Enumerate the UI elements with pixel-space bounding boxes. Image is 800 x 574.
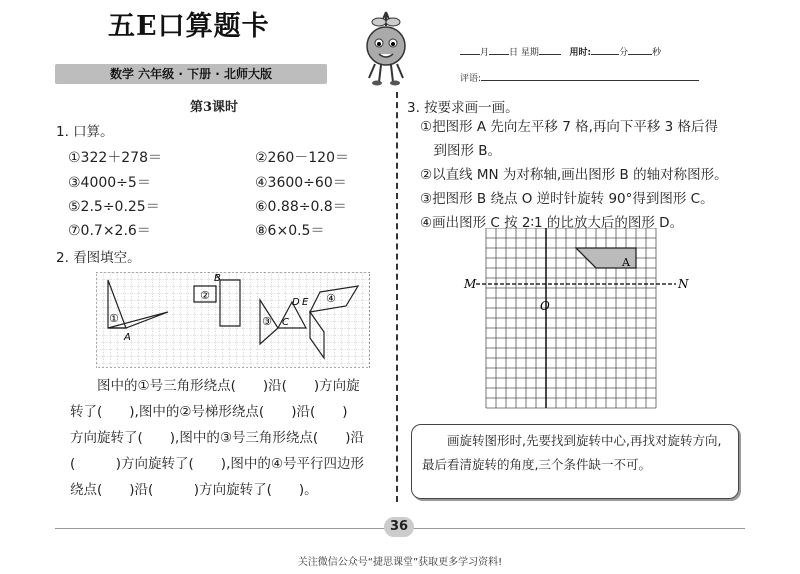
- comment-row: [460, 70, 699, 84]
- calc-item-2: ②260－120＝: [255, 150, 349, 166]
- fill-line-1: 图中的①号三角形绕点( )沿( )方向旋: [70, 378, 360, 394]
- second-label: 秒: [652, 48, 662, 58]
- fig-label-2: ②: [200, 289, 210, 302]
- label-a: A: [622, 256, 630, 269]
- mascot-icon: [355, 8, 417, 88]
- rotation-figure: [96, 272, 370, 368]
- fill-in-text: [70, 373, 392, 503]
- calc-item-4: ④3600÷60＝: [255, 175, 347, 191]
- step-1-cont: 到图形 B。: [420, 143, 502, 159]
- fig-label-e: E: [302, 297, 309, 308]
- label-m: M: [464, 277, 477, 291]
- subtitle-bar: 数学 六年级 · 下册 · 北师大版: [55, 64, 327, 84]
- fig-label-1: ①: [109, 312, 119, 325]
- page-number: 36: [384, 517, 414, 537]
- calc-item-7: ⑦0.7×2.6＝: [68, 223, 151, 239]
- fig-label-a: A: [124, 332, 131, 343]
- section1-title: 1. 口算。: [56, 124, 114, 140]
- date-time-row: [460, 44, 750, 58]
- section3-steps: [420, 115, 750, 235]
- step-2: ②以直线 MN 为对称轴,画出图形 B 的轴对称图形。: [420, 167, 728, 183]
- minute-label: 分: [619, 48, 629, 58]
- tip-box: 画旋转图形时,先要找到旋转中心,再找对旋转方向,最后看清旋转的角度,三个条件缺一不可。: [411, 424, 739, 499]
- fill-line-5: 绕点( )沿( )方向旋转了( )。: [70, 482, 318, 498]
- fig-label-d: D: [292, 297, 300, 308]
- step-3: ③把图形 B 绕点 O 逆时针旋转 90°得到图形 C。: [420, 191, 714, 207]
- column-divider: [396, 92, 398, 502]
- fill-line-2: 转了( ),图中的②号梯形绕点( )沿( ): [70, 404, 348, 420]
- fig-label-c: C: [282, 317, 289, 328]
- step-1: ①把图形 A 先向左平移 7 格,再向下平移 3 格后得: [420, 119, 719, 135]
- label-n: N: [678, 277, 689, 291]
- fig-label-b: B: [214, 273, 221, 284]
- month-label: 月: [480, 48, 490, 58]
- calc-item-1: ①322＋278＝: [68, 150, 162, 166]
- weekday-label: 星期: [520, 48, 539, 58]
- footer-text: 关注微信公众号“捷思课堂”获取更多学习资料!: [297, 557, 503, 568]
- calc-item-8: ⑧6×0.5＝: [255, 223, 325, 239]
- lesson-title: 第3课时: [190, 100, 239, 115]
- calc-item-3: ③4000÷5＝: [68, 175, 151, 191]
- card-title: 五E口算题卡: [108, 11, 270, 42]
- time-label: 用时:: [569, 48, 592, 58]
- step-4: ④画出图形 C 按 2∶1 的比放大后的图形 D。: [420, 215, 684, 231]
- fill-line-4: ( )方向旋转了( ),图中的④号平行四边形: [70, 456, 364, 472]
- calc-item-6: ⑥0.88÷0.8＝: [255, 199, 347, 215]
- coordinate-grid: [462, 228, 692, 412]
- comment-label: 评语:: [460, 74, 482, 84]
- day-label: 日: [509, 48, 519, 58]
- section2-title: 2. 看图填空。: [56, 250, 141, 266]
- section3-title: 3. 按要求画一画。: [407, 100, 519, 116]
- fig-label-3: ③: [262, 315, 272, 328]
- calc-item-5: ⑤2.5÷0.25＝: [68, 199, 160, 215]
- fill-line-3: 方向旋转了( ),图中的③号三角形绕点( )沿: [70, 430, 364, 446]
- fig-label-4: ④: [326, 292, 336, 305]
- label-o: O: [540, 299, 550, 313]
